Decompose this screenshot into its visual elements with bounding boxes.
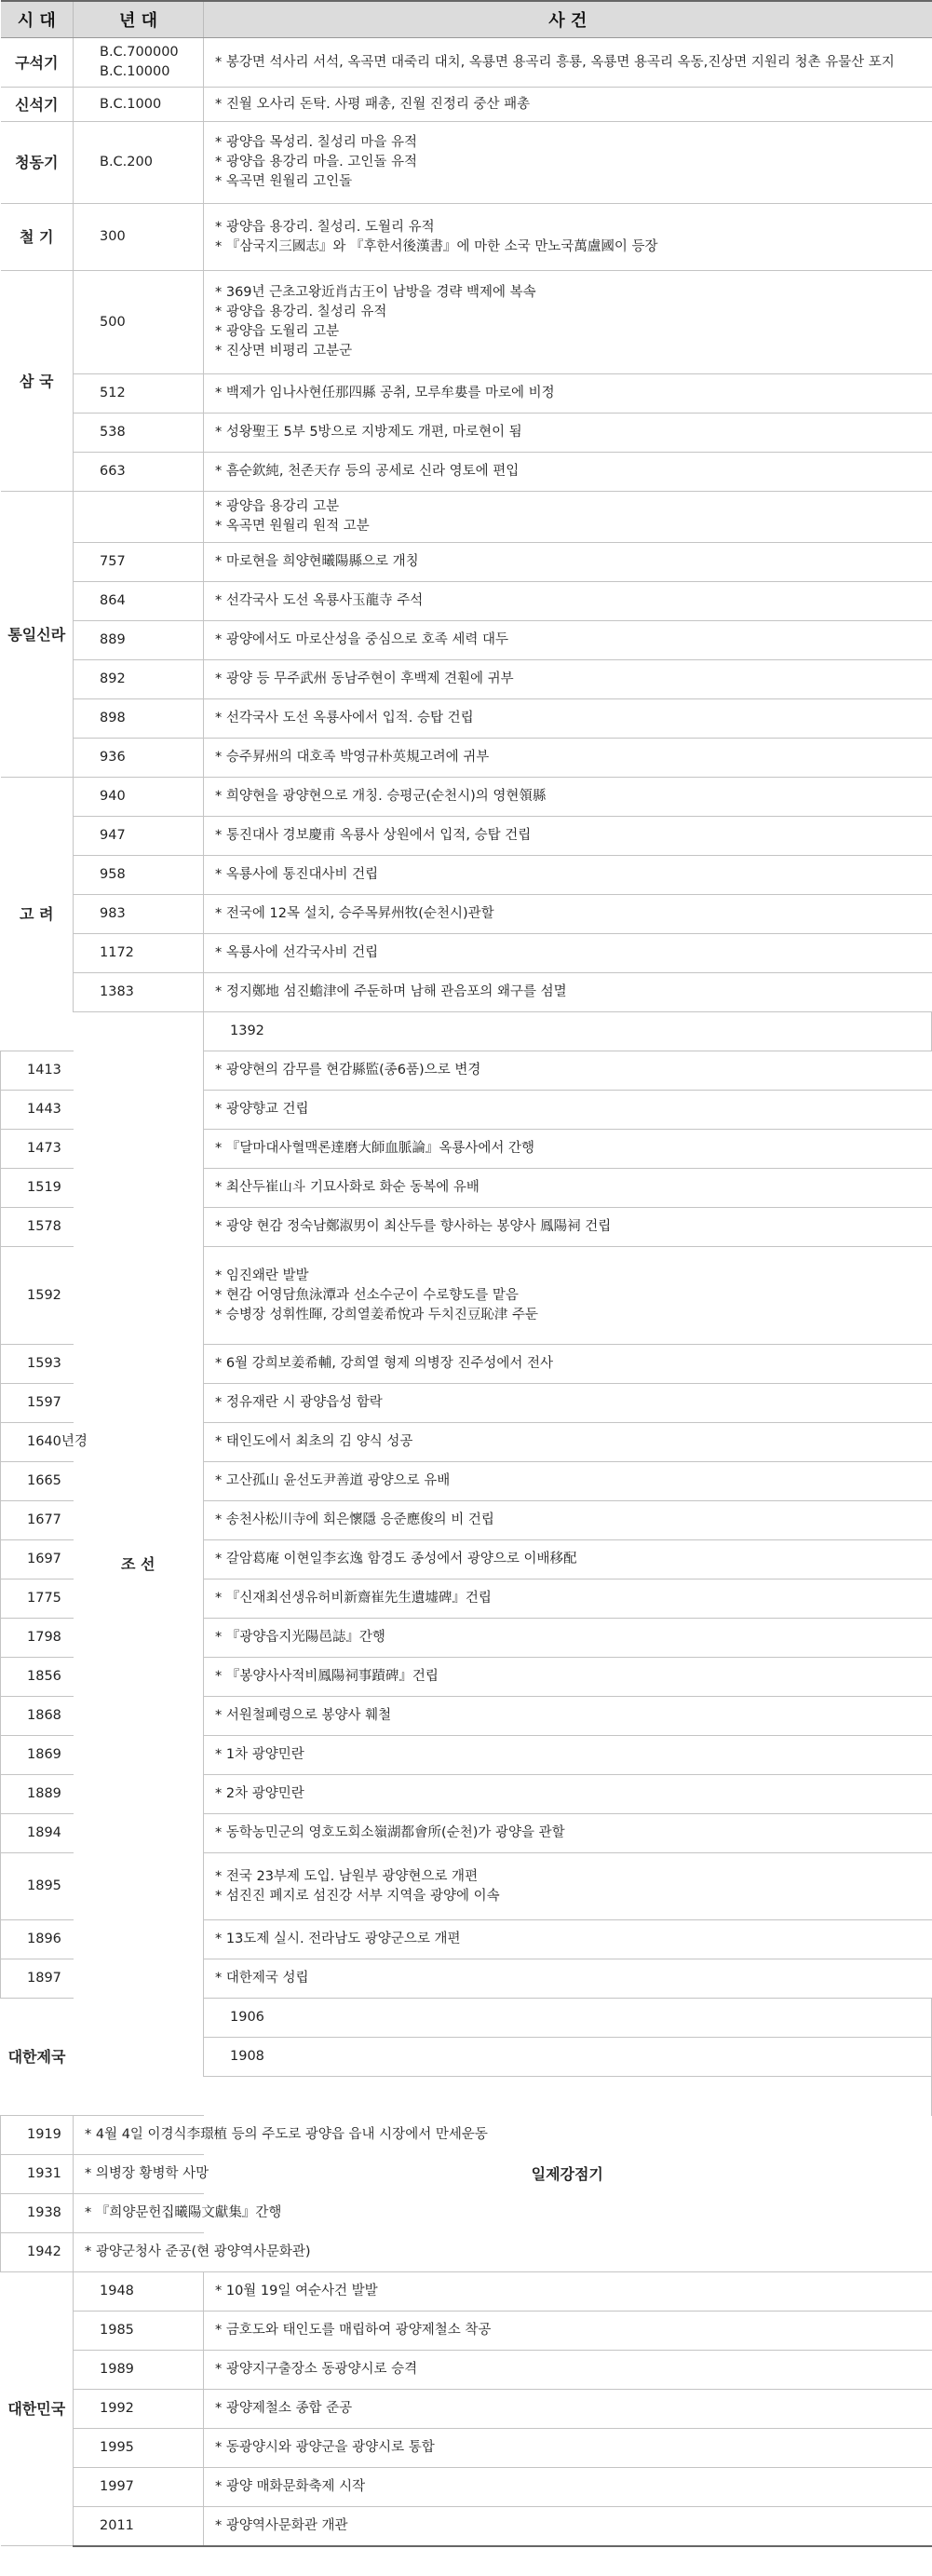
event-text: * 옥곡면 원월리 원적 고분 <box>215 519 370 534</box>
year-cell <box>1 1579 74 1619</box>
event-text: * 성왕聖王 5부 5방으로 지방제도 개편, 마로현이 됨 <box>215 425 522 440</box>
event-cell <box>204 1208 932 1247</box>
table-row <box>1 621 932 660</box>
year-cell <box>74 453 204 492</box>
event-cell <box>204 1775 932 1814</box>
year-cell <box>1 1423 88 1462</box>
year-label: 1997 <box>100 2479 134 2494</box>
table-row <box>1 122 932 204</box>
event-text: * 고산孤山 윤선도尹善道 광양으로 유배 <box>215 1473 451 1488</box>
year-label: B.C.1000 <box>100 96 162 112</box>
event-text: * 옥곡면 원월리 고인돌 <box>215 174 353 189</box>
year-label: 1413 <box>27 1063 61 1078</box>
year-cell <box>1 1775 74 1814</box>
event-text: * 섬진진 폐지로 섬진강 서부 지역을 광양에 이속 <box>215 1888 500 1904</box>
event-text: * 통진대사 경보慶甫 옥룡사 상원에서 입적, 승탑 건립 <box>215 828 532 843</box>
event-text: * 갈암葛庵 이현일李玄逸 함경도 종성에서 광양으로 이배移配 <box>215 1552 577 1566</box>
table-row <box>1 817 932 856</box>
event-text: * 광양 등 무주武州 동남주현이 후백제 견훤에 귀부 <box>215 671 514 686</box>
event-text: * 임진왜란 발발 <box>215 1268 309 1283</box>
year-cell <box>74 699 204 739</box>
era-cell: 대한민국 <box>1 2272 74 2546</box>
table-row <box>1 88 932 122</box>
year-cell <box>1 1959 74 1999</box>
event-text: * 1차 광양민란 <box>215 1747 304 1762</box>
year-cell <box>74 543 204 582</box>
event-text: * 진상면 비평리 고분군 <box>215 344 353 359</box>
event-text: * 『삼국지三國志』와 『후한서後漢書』에 마한 소국 만노국萬盧國이 등장 <box>215 238 658 254</box>
year-cell <box>74 582 204 621</box>
event-cell <box>204 778 932 817</box>
event-cell <box>204 492 932 543</box>
year-label: 1869 <box>27 1747 61 1762</box>
year-cell <box>74 621 204 660</box>
event-cell <box>204 122 932 204</box>
event-text: * 송천사松川寺에 회은懷隱 응준應俊의 비 건립 <box>215 1512 494 1527</box>
event-cell <box>204 739 932 778</box>
event-text: * 옥룡사에 선각국사비 건립 <box>215 945 379 960</box>
table-row <box>1 374 932 414</box>
year-cell <box>1 2155 74 2194</box>
year-label: 1665 <box>27 1473 61 1488</box>
table-header-row <box>1 1 932 38</box>
year-label: 1697 <box>27 1552 61 1566</box>
era-cell: 청동기 <box>1 122 74 204</box>
table-row <box>1 2351 932 2390</box>
event-text: * 13도제 실시. 전라남도 광양군으로 개편 <box>215 1932 461 1946</box>
event-text: * 전국에 12목 설치, 승주목昇州牧(순천시)관할 <box>215 906 494 921</box>
year-cell <box>204 2038 932 2077</box>
header-era: 시 대 <box>1 1 74 38</box>
year-label: 1383 <box>100 984 134 999</box>
year-label: 1896 <box>27 1932 61 1946</box>
event-text: * 태인도에서 최초의 김 양식 성공 <box>215 1434 413 1449</box>
era-cell: 삼 국 <box>1 271 74 492</box>
table-row <box>1 660 932 699</box>
year-cell <box>204 1012 932 1051</box>
event-text: * 마로현을 희양현曦陽縣으로 개칭 <box>215 554 419 569</box>
year-label: 1473 <box>27 1141 61 1156</box>
year-label: 2011 <box>100 2517 134 2533</box>
event-text: * 최산두崔山斗 기묘사화로 화순 동복에 유배 <box>215 1180 480 1195</box>
year-cell <box>74 38 204 88</box>
event-text: * 2차 광양민란 <box>215 1786 304 1801</box>
event-cell <box>204 271 932 374</box>
year-cell <box>74 739 204 778</box>
table-row <box>1 414 932 453</box>
table-row <box>1 895 932 934</box>
table-row <box>1 778 932 817</box>
event-text: * 4월 4일 이경식李璟植 등의 주도로 광양읍 읍내 시장에서 만세운동 <box>85 2127 488 2142</box>
event-cell <box>204 1814 932 1853</box>
event-cell <box>204 1130 932 1169</box>
year-label: 1640년경 <box>27 1434 88 1449</box>
event-text: * 진월 오사리 돈탁. 사평 패총, 진월 진정리 중산 패총 <box>215 96 531 112</box>
event-text: * 흠순欽純, 천존天存 등의 공세로 신라 영토에 편입 <box>215 464 520 479</box>
event-cell <box>204 2312 932 2351</box>
year-cell <box>74 88 204 122</box>
table-row <box>1 453 932 492</box>
event-cell <box>204 1345 932 1384</box>
year-label: 1992 <box>100 2401 134 2416</box>
event-text: * 광양읍 용강리 고분 <box>215 499 340 514</box>
table-row <box>1 699 932 739</box>
event-cell <box>204 453 932 492</box>
event-cell <box>204 934 932 973</box>
year-label: 1894 <box>27 1825 61 1840</box>
year-cell <box>74 122 204 204</box>
event-cell <box>204 1619 932 1658</box>
year-cell <box>1 1853 74 1920</box>
event-text: * 선각국사 도선 옥룡사에서 입적. 승탑 건립 <box>215 711 474 725</box>
event-text: * 옥룡사에 통진대사비 건립 <box>215 867 379 882</box>
year-label: 1985 <box>100 2323 134 2338</box>
event-cell <box>204 856 932 895</box>
year-cell <box>1 2194 74 2233</box>
year-label: 1868 <box>27 1708 61 1723</box>
event-text: * 정유재란 시 광양읍성 함락 <box>215 1395 383 1410</box>
year-cell <box>1 1658 74 1697</box>
event-text: * 광양역사문화관 개관 <box>215 2517 348 2533</box>
table-body <box>1 38 932 2546</box>
event-cell <box>204 1091 932 1130</box>
year-cell <box>1 2116 74 2155</box>
event-text: * 『희양문헌집曦陽文獻集』간행 <box>85 2205 282 2220</box>
year-cell <box>74 2507 204 2546</box>
event-text: * 광양향교 건립 <box>215 1102 309 1117</box>
event-cell <box>204 817 932 856</box>
era-cell: 대한제국 <box>1 1999 74 2116</box>
event-cell <box>204 1169 932 1208</box>
year-cell <box>74 2312 204 2351</box>
event-cell <box>204 2351 932 2390</box>
event-text: * 『달마대사혈맥론達磨大師血脈論』옥룡사에서 간행 <box>215 1141 535 1156</box>
event-cell <box>204 543 932 582</box>
event-cell <box>204 1247 932 1345</box>
year-label: 1938 <box>27 2205 61 2220</box>
event-cell <box>204 1579 932 1619</box>
event-text: * 『봉양사사적비鳳陽祠事蹟碑』건립 <box>215 1669 439 1684</box>
year-label: 1578 <box>27 1219 61 1234</box>
event-text: * 의병장 황병학 사망 <box>85 2166 209 2181</box>
event-text: * 광양 현감 정숙남鄭淑男이 최산두를 향사하는 봉양사 鳳陽祠 건립 <box>215 1219 612 1234</box>
event-text: * 전국 23부제 도입. 남원부 광양현으로 개편 <box>215 1868 479 1884</box>
year-cell <box>1 1814 74 1853</box>
year-cell <box>74 895 204 934</box>
year-cell <box>1 1619 74 1658</box>
year-label: 1798 <box>27 1630 61 1645</box>
year-cell <box>74 973 204 1012</box>
event-text: * 금호도와 태인도를 매립하여 광양제철소 착공 <box>215 2323 492 2338</box>
table-row <box>1 856 932 895</box>
event-cell <box>204 1658 932 1697</box>
event-cell <box>204 1540 932 1579</box>
year-label: 889 <box>100 632 126 647</box>
year-label: 1897 <box>27 1971 61 1986</box>
table-row <box>1 204 932 271</box>
event-text: * 동학농민군의 영호도회소嶺湖都會所(순천)가 광양을 관할 <box>215 1825 565 1840</box>
event-cell <box>204 2468 932 2507</box>
event-text: * 서원철폐령으로 봉양사 훼철 <box>215 1708 392 1723</box>
event-text: * 광양읍 용강리. 칠성리. 도월리 유적 <box>215 219 435 235</box>
event-cell <box>204 38 932 88</box>
event-cell <box>204 1423 932 1462</box>
era-cell: 조 선 <box>74 1012 204 2116</box>
event-cell <box>204 1697 932 1736</box>
year-label: 940 <box>100 789 126 804</box>
event-cell <box>204 374 932 414</box>
year-cell <box>1 2233 74 2272</box>
year-cell <box>74 817 204 856</box>
event-cell <box>74 2155 209 2194</box>
year-label: 1908 <box>230 2049 264 2064</box>
event-cell <box>204 1051 932 1091</box>
event-text: * 광양군청사 준공(현 광양역사문화관) <box>85 2244 311 2259</box>
event-text: * 광양현의 감무를 현감縣監(종6품)으로 변경 <box>215 1063 481 1078</box>
event-text: * 봉강면 석사리 서석, 옥곡면 대죽리 대치, 옥룡면 용곡리 흥룡, 옥룡면 용곡리 옥동,진상면 지원리 청촌 유물산 포지 <box>215 54 895 70</box>
event-cell <box>204 1959 932 1999</box>
year-label: 512 <box>100 386 126 400</box>
event-cell <box>204 2272 932 2312</box>
event-text: * 10월 19일 여순사건 발발 <box>215 2284 378 2298</box>
year-cell <box>1 1169 74 1208</box>
year-label: 1942 <box>27 2244 61 2259</box>
era-cell: 철 기 <box>1 204 74 271</box>
event-cell <box>204 2507 932 2546</box>
event-text: * 광양에서도 마로산성을 중심으로 호족 세력 대두 <box>215 632 509 647</box>
event-cell <box>74 2116 488 2155</box>
year-label: 898 <box>100 711 126 725</box>
year-label: B.C.700000 <box>100 45 179 60</box>
year-cell <box>74 856 204 895</box>
year-label: 864 <box>100 593 126 608</box>
event-cell <box>204 699 932 739</box>
event-cell <box>204 2429 932 2468</box>
event-cell <box>74 2194 282 2233</box>
year-label: 1593 <box>27 1356 61 1371</box>
year-label: 1597 <box>27 1395 61 1410</box>
event-text: * 광양읍 도월리 고분 <box>215 324 340 339</box>
year-cell <box>1 1462 74 1501</box>
table-row <box>1 2468 932 2507</box>
year-cell <box>1 1051 74 1091</box>
event-text: * 승주昇州의 대호족 박영규朴英規고려에 귀부 <box>215 750 490 765</box>
table-row <box>1 2390 932 2429</box>
event-text: * 6월 강희보姜希輔, 강희열 형제 의병장 진주성에서 전사 <box>215 1356 553 1371</box>
event-cell <box>204 973 932 1012</box>
event-cell <box>204 895 932 934</box>
table-row <box>1 492 932 543</box>
event-cell <box>204 621 932 660</box>
era-cell: 구석기 <box>1 38 74 88</box>
year-label: 936 <box>100 750 126 765</box>
event-text: * 『신재최선생유허비新齋崔先生遺墟碑』건립 <box>215 1591 492 1606</box>
year-cell <box>1 1697 74 1736</box>
table-row <box>1 271 932 374</box>
event-text: * 광양읍 용강리 마을. 고인돌 유적 <box>215 155 417 169</box>
table-row <box>1 2312 932 2351</box>
event-text: * 선각국사 도선 옥룡사玉龍寺 주석 <box>215 593 424 608</box>
event-cell <box>204 1920 932 1959</box>
year-label: 1889 <box>27 1786 61 1801</box>
year-label: 1895 <box>27 1878 61 1893</box>
year-label: 1775 <box>27 1591 61 1606</box>
year-cell <box>1 1384 74 1423</box>
event-text: * 대한제국 성립 <box>215 1971 309 1986</box>
event-cell <box>204 660 932 699</box>
year-cell <box>74 2390 204 2429</box>
year-cell <box>74 2429 204 2468</box>
year-label: 538 <box>100 425 126 440</box>
year-cell <box>1 1130 74 1169</box>
event-text: * 369년 근초고왕近肖古王이 남방을 경략 백제에 복속 <box>215 285 536 300</box>
event-cell <box>74 2233 311 2272</box>
year-label: 1172 <box>100 945 134 960</box>
table-row <box>1 582 932 621</box>
event-text: * 『광양읍지光陽邑誌』간행 <box>215 1630 385 1645</box>
year-label: 1519 <box>27 1180 61 1195</box>
event-text: * 희양현을 광양현으로 개칭. 승평군(순천시)의 영현領縣 <box>215 789 547 804</box>
era-cell: 고 려 <box>1 778 74 1051</box>
year-label: 958 <box>100 867 126 882</box>
table-row <box>1 1012 932 1051</box>
event-cell <box>204 1736 932 1775</box>
year-cell <box>74 778 204 817</box>
table-row <box>1 38 932 88</box>
table-row <box>1 2272 932 2312</box>
event-cell <box>204 414 932 453</box>
year-cell <box>74 660 204 699</box>
year-label: 663 <box>100 464 126 479</box>
year-label: 1995 <box>100 2440 134 2455</box>
year-label: 757 <box>100 554 126 569</box>
year-label: 1677 <box>27 1512 61 1527</box>
year-cell <box>1 1501 74 1540</box>
year-label: 300 <box>100 229 126 244</box>
year-cell <box>1 1247 74 1345</box>
event-cell <box>204 1853 932 1920</box>
event-text: * 광양읍 목성리. 칠성리 마을 유적 <box>215 135 417 150</box>
era-cell: 통일신라 <box>1 492 74 778</box>
table-row <box>1 739 932 778</box>
event-cell <box>204 1501 932 1540</box>
era-cell: 신석기 <box>1 88 74 122</box>
year-cell <box>74 271 204 374</box>
event-text: * 정지鄭地 섬진蟾津에 주둔하며 남해 관음포의 왜구를 섬멸 <box>215 984 567 999</box>
year-label: 1931 <box>27 2166 61 2181</box>
event-text: * 광양제철소 종합 준공 <box>215 2401 353 2416</box>
event-cell <box>204 1384 932 1423</box>
table-row <box>1 973 932 1012</box>
year-cell <box>74 204 204 271</box>
event-text: * 광양지구출장소 동광양시로 승격 <box>215 2362 418 2377</box>
year-label: 1919 <box>27 2127 61 2142</box>
year-label: B.C.10000 <box>100 64 170 79</box>
year-cell <box>74 2272 204 2312</box>
year-cell <box>1 1736 74 1775</box>
year-cell <box>1 1540 74 1579</box>
year-label: 1948 <box>100 2284 134 2298</box>
year-label: 1392 <box>230 1024 264 1038</box>
event-cell <box>204 582 932 621</box>
year-label: B.C.200 <box>100 155 153 169</box>
event-cell <box>204 1462 932 1501</box>
event-text: * 승병장 성휘性暉, 강희열姜希悅과 두치진豆恥津 주둔 <box>215 1307 539 1322</box>
year-label: 1989 <box>100 2362 134 2377</box>
year-cell <box>74 2351 204 2390</box>
year-label: 947 <box>100 828 126 843</box>
year-cell <box>1 1345 74 1384</box>
year-cell <box>74 492 204 543</box>
event-cell <box>204 204 932 271</box>
event-text: * 광양 매화문화축제 시작 <box>215 2479 366 2494</box>
year-cell <box>1 1091 74 1130</box>
header-year: 년 대 <box>74 1 204 38</box>
table-row <box>1 934 932 973</box>
event-text: * 광양읍 용강리. 칠성리 유적 <box>215 305 387 319</box>
event-text: * 동광양시와 광양군을 광양시로 통합 <box>215 2440 435 2455</box>
year-cell <box>74 934 204 973</box>
year-cell <box>74 2468 204 2507</box>
year-cell <box>1 1920 74 1959</box>
year-cell <box>1 1208 74 1247</box>
header-event: 사 건 <box>204 1 932 38</box>
event-text: * 현감 어영담魚泳潭과 선소수군이 수로향도를 맡음 <box>215 1287 519 1303</box>
year-label: 892 <box>100 671 126 686</box>
event-text: * 백제가 임나사현任那四縣 공취, 모루牟婁를 마로에 비정 <box>215 386 555 400</box>
year-cell <box>74 374 204 414</box>
year-label: 500 <box>100 314 126 330</box>
event-cell <box>204 2390 932 2429</box>
year-cell <box>204 1999 932 2038</box>
event-cell <box>204 88 932 122</box>
year-label: 983 <box>100 906 126 921</box>
table-row <box>1 2507 932 2546</box>
table-row <box>1 2429 932 2468</box>
year-cell <box>74 414 204 453</box>
year-label: 1592 <box>27 1287 61 1303</box>
era-cell: 일제강점기 <box>204 2077 932 2272</box>
year-label: 1906 <box>230 2010 264 2025</box>
year-label: 1856 <box>27 1669 61 1684</box>
year-label: 1443 <box>27 1102 61 1117</box>
table-row <box>1 543 932 582</box>
